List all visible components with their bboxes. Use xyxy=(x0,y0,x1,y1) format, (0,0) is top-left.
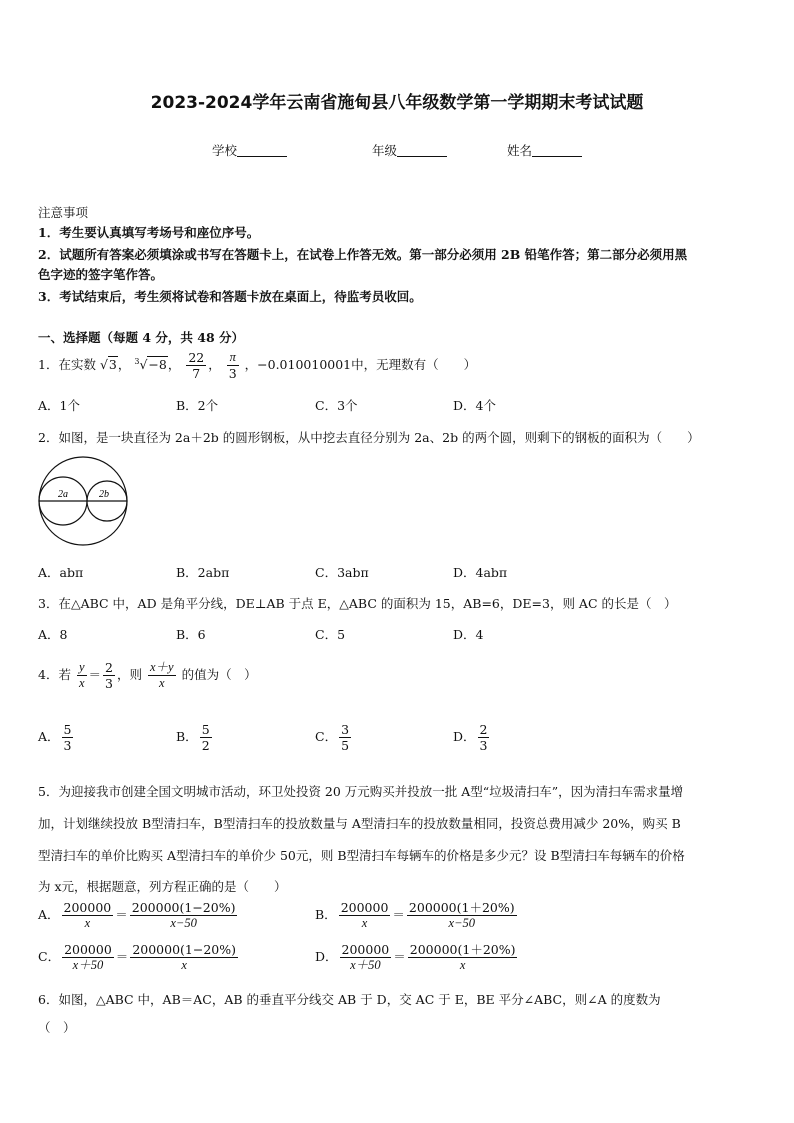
q2-option-a[interactable]: A．abπ xyxy=(38,565,84,580)
q4-prefix: 4．若 xyxy=(38,667,71,682)
label-2a: 2a xyxy=(58,489,68,500)
q5-option-a[interactable]: A． $\frac{200000}{x}$ ＝ $\frac{200000(1-20\%)}{x-50}$ xyxy=(38,900,236,930)
notice-item: 1．考生要认真填写考场号和座位序号。 xyxy=(38,225,260,240)
q3-option-a[interactable]: A．8 xyxy=(38,627,68,642)
fraction-xy-x: $\frac{x+y}{x}$ xyxy=(149,660,174,690)
grade-label: 年级 xyxy=(372,143,398,158)
question-3-stem: 3．在△ABC 中，AD 是角平分线，DE⊥AB 于点 E，△ABC 的面积为 15，AB=6，DE=3，则 AC 的长是（ ） xyxy=(38,596,677,611)
q4-option-a[interactable]: A． $\frac{5}{3}$ xyxy=(38,722,72,753)
q4-option-b[interactable]: B． $\frac{5}{2}$ xyxy=(176,722,210,753)
q1-option-b[interactable]: B．2个 xyxy=(176,398,219,413)
question-4-stem xyxy=(38,660,257,691)
cbrt-value: −8 xyxy=(148,357,167,372)
question-2-stem: 2．如图，是一块直径为 2a＋2b 的圆形钢板，从中挖去直径分别为 2a、2b 的两个圆，则剩下的钢板的面积为（ ） xyxy=(38,430,700,445)
question-5-line: 5．为迎接我市创建全国文明城市活动，环卫处投资 20 万元购买并投放一批 A型“垃圾清扫车”，因为清扫车需求量增 xyxy=(38,784,684,799)
name-field[interactable] xyxy=(507,141,582,159)
q4-suffix: 的值为（ ） xyxy=(181,667,257,682)
question-5-line: 为 x元，根据题意，列方程正确的是（ ） xyxy=(38,879,287,894)
notice-item: 色字迹的签字笔作答。 xyxy=(38,267,164,282)
q4-option-c[interactable]: C． $\frac{3}{5}$ xyxy=(315,722,350,753)
question-5-line: 加，计划继续投放 B型清扫车，B型清扫车的投放数量与 A型清扫车的投放数量相同，投资总费用减少 20%，购买 B xyxy=(38,816,681,831)
q2-option-d[interactable]: D．4abπ xyxy=(453,565,508,580)
label-2b: 2b xyxy=(99,489,109,500)
question-6-stem: 6．如图，△ABC 中，AB＝AC，AB 的垂直平分线交 AB 于 D，交 AC 于 E，BE 平分∠ABC，则∠A 的度数为 xyxy=(38,992,661,1007)
question-1-stem: 1．在实数 √3， $^3$√−8， $\frac{22}{7}$ ， $\frac{\pi}{3}$ ，−0.010010001中，无理数有（ ） xyxy=(38,350,477,381)
grade-field[interactable] xyxy=(372,141,447,159)
school-blank[interactable] xyxy=(237,144,287,157)
sqrt-expression: √3 xyxy=(99,357,117,372)
q5-option-b[interactable]: B． $\frac{200000}{x}$ ＝ $\frac{200000(1+20\%)}{x-50}$ xyxy=(315,900,515,930)
notice-item: 3．考试结束后，考生须将试卷和答题卡放在桌面上，待监考员收回。 xyxy=(38,289,422,304)
q1-option-a[interactable]: A．1个 xyxy=(38,398,80,413)
equals-sign: ＝ xyxy=(88,667,102,682)
school-field[interactable] xyxy=(212,141,287,159)
fraction-pi-3: $\frac{\pi}{3}$ xyxy=(228,350,237,381)
q2-option-b[interactable]: B．2abπ xyxy=(176,565,230,580)
q3-option-b[interactable]: B．6 xyxy=(176,627,206,642)
q4-option-d[interactable]: D． $\frac{2}{3}$ xyxy=(453,722,488,753)
school-label: 学校 xyxy=(212,143,238,158)
question-5-line: 型清扫车的单价比购买 A型清扫车的单价少 50元，则 B型清扫车每辆车的价格是多少元？设 B型清扫车每辆车的价格 xyxy=(38,848,685,863)
q1-suffix: ，−0.010010001中，无理数有（ ） xyxy=(244,357,477,372)
q5-option-d[interactable]: D． $\frac{200000}{x+50}$ ＝ $\frac{200000(1+20\%)}{x}$ xyxy=(315,942,516,972)
name-blank[interactable] xyxy=(532,144,582,157)
grade-blank[interactable] xyxy=(397,144,447,157)
q1-option-c[interactable]: C．3个 xyxy=(315,398,358,413)
q5-option-c[interactable]: C． $\frac{200000}{x+50}$ ＝ $\frac{200000(1-20\%)}{x}$ xyxy=(38,942,236,972)
cbrt-expression: $^3$√−8 xyxy=(134,356,167,372)
exam-title: 2023-2024学年云南省施甸县八年级数学第一学期期末考试试题 xyxy=(150,93,644,113)
q4-mid: ，则 xyxy=(116,667,142,682)
fraction-22-7: $\frac{22}{7}$ xyxy=(188,350,205,381)
question-6-stem-cont: （ ） xyxy=(38,1020,76,1035)
q1-option-d[interactable]: D．4个 xyxy=(453,398,496,413)
fraction-2-3: $\frac{2}{3}$ xyxy=(105,660,113,691)
name-label: 姓名 xyxy=(507,143,533,158)
circle-figure xyxy=(36,455,132,547)
q2-option-c[interactable]: C．3abπ xyxy=(315,565,369,580)
q3-option-c[interactable]: C．5 xyxy=(315,627,346,642)
fraction-y-x: $\frac{y}{x}$ xyxy=(78,660,85,690)
notice-item: 2．试题所有答案必须填涂或书写在答题卡上，在试卷上作答无效。第一部分必须用 2B 铅笔作答；第二部分必须用黑 xyxy=(38,247,688,262)
section-heading: 一、选择题（每题 4 分，共 48 分） xyxy=(38,330,245,345)
sqrt-value: 3 xyxy=(108,357,117,372)
q3-option-d[interactable]: D．4 xyxy=(453,627,484,642)
q1-prefix: 1．在实数 xyxy=(38,357,96,372)
notice-heading: 注意事项 xyxy=(38,205,89,220)
